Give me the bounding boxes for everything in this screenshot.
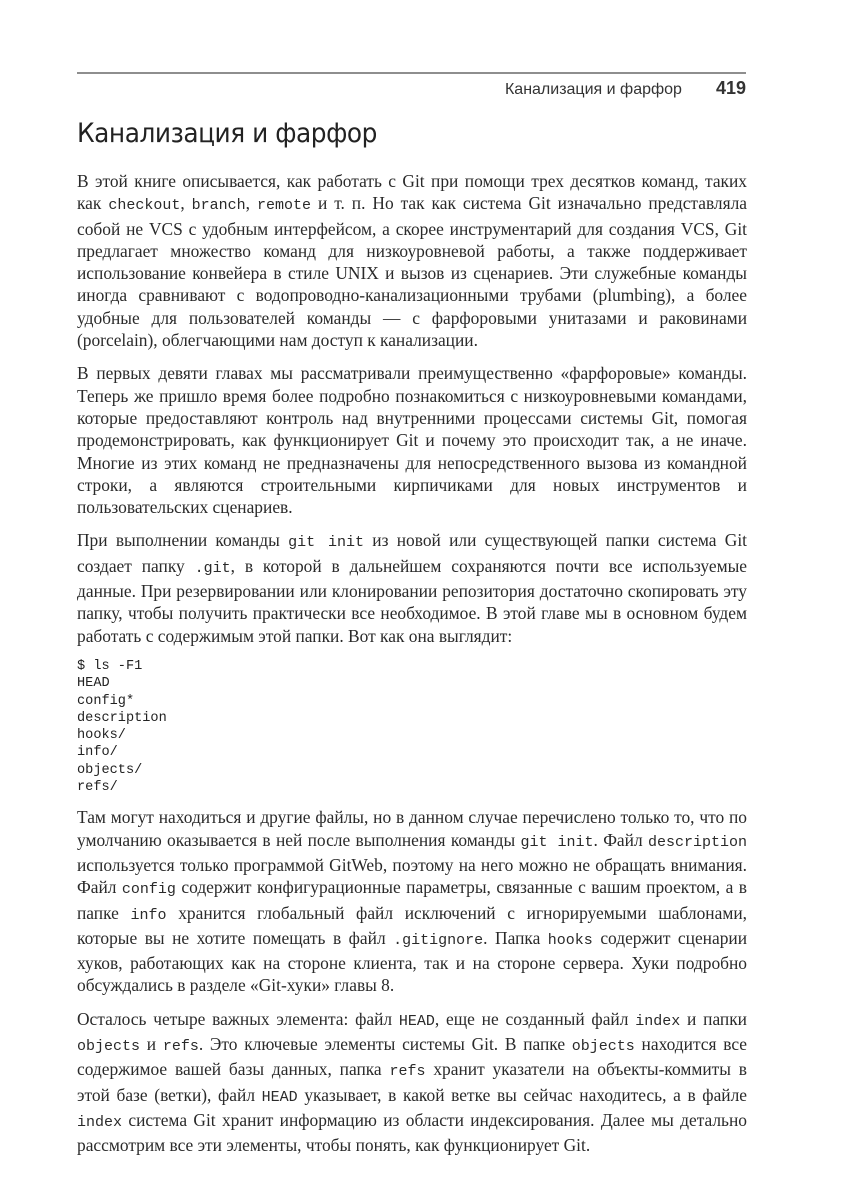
- header-rule: [77, 72, 746, 74]
- text-run: хранится глобальный файл исключений с игнорируемыми шаблонами, которые вы не хотите помещать в файл: [77, 902, 747, 948]
- inline-code: HEAD: [398, 1012, 435, 1030]
- text-run: , еще не созданный файл: [434, 1008, 636, 1029]
- running-header-title: Канализация и фарфор: [504, 81, 682, 98]
- text-run: содержит сценарии хуков, работающих как на стороне клиента, так и на стороне сервера. Хуки подробно обсуждались в разделе «Git-хуки» главы 8.: [77, 927, 747, 996]
- inline-code: git init: [520, 833, 594, 851]
- text-run: используется только программой GitWeb, поэтому на него можно не обращать внимания. Файл: [77, 854, 747, 898]
- section-heading: Канализация и фарфор: [77, 118, 377, 149]
- text-run: и: [140, 1033, 163, 1054]
- text-run: указывает, в какой ветке вы сейчас находитесь, а в файле: [297, 1084, 747, 1105]
- code-line: $ ls -F1: [77, 658, 143, 674]
- text-run: и папки: [680, 1008, 747, 1029]
- inline-code: refs: [389, 1063, 426, 1081]
- inline-code: .git: [194, 559, 231, 577]
- paragraph: [77, 1008, 747, 1157]
- inline-code: hooks: [547, 931, 593, 949]
- paragraph: [77, 529, 747, 646]
- inline-code: description: [647, 833, 747, 851]
- code-line: config*: [77, 693, 135, 709]
- text-run: ,: [180, 193, 192, 214]
- text-run: . Это ключевые элементы системы Git. В папке: [198, 1033, 572, 1054]
- inline-code: .gitignore: [393, 931, 484, 949]
- text-run: Там могут находиться и другие файлы, но в данном случае перечислено только то, что по умолчанию оказывается в ней после выполнения команды: [77, 807, 747, 850]
- code-line: objects/: [77, 762, 143, 778]
- inline-code: branch: [191, 197, 246, 215]
- text-run: , в которой в дальнейшем сохраняются почти все используемые данные. При резервировании или клонировании репозитория достаточно скопировать эту папку, чтобы получить практически все необходимое. В этой главе мы в основном будем работать с содержимым этой папки. Вот как она выглядит:: [77, 555, 748, 646]
- text-run: Осталось четыре важных элемента: файл: [77, 1008, 399, 1029]
- code-line: info/: [77, 745, 118, 761]
- text-run: находится все содержимое вашей базы данных, папка: [77, 1033, 747, 1080]
- code-listing: [77, 658, 747, 796]
- page-number: 419: [715, 78, 746, 98]
- text-run: . Файл: [593, 829, 648, 850]
- text-run: При выполнении команды: [77, 530, 289, 551]
- text-run: В этой книге описывается, как работать с Git при помощи трех десятков команд, таких как: [77, 171, 747, 214]
- paragraph: [77, 170, 747, 351]
- text-run: . Папка: [483, 927, 548, 948]
- inline-code: index: [635, 1012, 681, 1030]
- code-line: refs/: [77, 780, 118, 796]
- inline-code: git init: [288, 534, 365, 552]
- code-line: description: [77, 710, 167, 726]
- text-run: ,: [245, 193, 257, 214]
- paragraphs-after-code: [77, 806, 747, 1156]
- inline-code: info: [130, 906, 167, 924]
- body-text: [77, 170, 747, 1167]
- text-run: содержит конфигурационные параметры, связанные с вашим проектом, а в папке: [77, 877, 747, 923]
- inline-code: objects: [571, 1037, 635, 1055]
- running-header: [505, 78, 746, 99]
- inline-code: HEAD: [261, 1088, 298, 1106]
- paragraph: [77, 806, 747, 996]
- text-run: и т. п. Но так как система Git изначально представляла собой не VCS с удобным интерфейсом, а скорее инструментарий для создания VCS, Git предлагает множество команд для низкоуровневой работы, а также поддерживает использование конвейера в стиле UNIX и вызов из сценариев. Эти служебные команды иногда сравнивают с водопроводно-канализационными трубами (plumbing), а более удобные для пользователей команды — с фарфоровыми унитазами и раковинами (porcelain), облегчающими нам доступ к канализации.: [77, 193, 748, 351]
- paragraphs-before-code: [77, 170, 747, 647]
- text-run: система Git хранит информацию из области индексирования. Далее мы детально рассмотрим все эти элементы, чтобы понять, как функционирует Git.: [77, 1109, 747, 1156]
- paragraph: [77, 362, 747, 518]
- inline-code: index: [77, 1113, 123, 1131]
- text-run: из новой или существующей папки система Git создает папку: [77, 530, 748, 576]
- inline-code: config: [121, 881, 176, 899]
- inline-code: refs: [162, 1037, 199, 1055]
- inline-code: checkout: [108, 197, 181, 215]
- text-run: хранит указатели на объекты-коммиты в этой базе (ветки), файл: [77, 1059, 747, 1105]
- inline-code: objects: [77, 1037, 141, 1055]
- code-line: HEAD: [77, 676, 110, 692]
- code-line: hooks/: [77, 728, 126, 744]
- inline-code: remote: [256, 197, 311, 215]
- text-run: В первых девяти главах мы рассматривали преимущественно «фарфоровые» команды. Теперь же пришло время более подробно познакомиться с низкоуровневыми командами, которые предоставляют контроль над внутренними процессами системы Git, помогая продемонстрировать, как функционирует Git и почему это происходит так, а не иначе. Многие из этих команд не предназначены для непосредственного вызова из командной строки, а являются строительными кирпичиками для новых инструментов и пользовательских сценариев.: [77, 363, 747, 518]
